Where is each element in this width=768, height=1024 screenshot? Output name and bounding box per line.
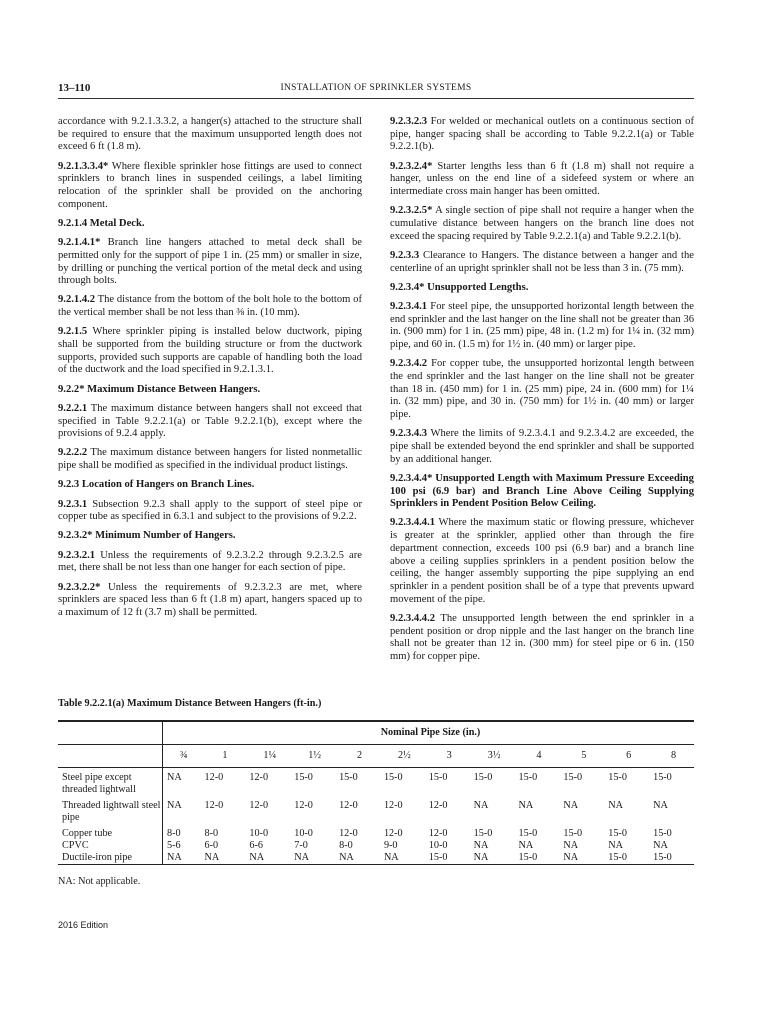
section-number: 9.2.3.4.4*: [390, 472, 433, 484]
paragraph: [58, 550, 362, 575]
table-row: [58, 796, 694, 824]
section-number: 9.2.1.4.2: [58, 294, 96, 306]
table-cell: NA: [201, 852, 246, 865]
pipe-size-cell: 4: [515, 745, 560, 768]
table-cell: NA: [518, 800, 534, 811]
section-number: 9.2.3.4.4.2: [390, 612, 436, 624]
table-cell: 12-0: [249, 800, 269, 811]
paragraph-text: Where flexible sprinkler hose fittings are used to connect sprinklers to branch lines in suspended ceilings, a label limiting relocation of the sprinkler shall be provided on the anchoring component.: [58, 160, 362, 210]
paragraph-text: A single section of pipe shall not require a hanger when the cumulative distance between hangers on the branch line does not exceed the spacing required by Table 9.2.2.1(a) and Table 9.2.2.1(b).: [390, 205, 694, 242]
nominal-pipe-size-header: Nominal Pipe Size (in.): [163, 721, 695, 745]
row-label: Threaded lightwall steel pipe: [58, 796, 163, 824]
table-cell: NA: [653, 800, 668, 811]
table-cell: NA: [167, 800, 182, 811]
table-cell: 7-0: [294, 840, 308, 851]
section-number: 9.2.3.4.1: [390, 300, 428, 312]
section-number: 9.2.3.2.5*: [390, 205, 433, 217]
section-number: 9.2.3.4.3: [390, 428, 428, 440]
running-title: INSTALLATION OF SPRINKLER SYSTEMS: [280, 83, 472, 93]
paragraph-text: The maximum distance between hangers for listed nonmetallic pipe shall be modified as specified in the individual product listings.: [58, 447, 362, 472]
paragraph-text: Where sprinkler piping is installed below ductwork, piping shall be supported from the building structure or from the ductwork supports, provided such supports are capable of handling both the load of the ductwork and the load specified in 9.2.1.3.1.: [58, 326, 362, 376]
section-number: 9.2.3.3: [390, 249, 420, 261]
row-label: Ductile-iron pipe: [58, 852, 163, 865]
pipe-size-cell: 5: [559, 745, 604, 768]
paragraph: [58, 116, 362, 154]
table-cell: 12-0: [383, 828, 403, 839]
table-cell: 12-0: [294, 800, 313, 811]
paragraph-text: Unsupported Length with Maximum Pressure Exceeding 100 psi (6.9 bar) and Branch Line Above Ceiling Supplying Sprinklers in Pendent Position Below Ceiling.: [390, 472, 694, 510]
table-caption: Table 9.2.2.1(a) Maximum Distance Between Hangers (ft-in.): [58, 698, 322, 709]
paragraph: [58, 582, 362, 620]
table-cell: NA: [245, 852, 290, 865]
paragraph: [58, 326, 362, 377]
table-cell: NA: [473, 800, 489, 811]
table-cell: 15-0: [428, 772, 448, 783]
section-number: 9.2.3.2.2*: [58, 581, 101, 593]
table-cell: 15-0: [473, 828, 493, 839]
pipe-size-cell: 2: [335, 745, 380, 768]
section-number: 9.2.1.5: [58, 326, 88, 338]
section-number: 9.2.1.4.1*: [58, 237, 101, 249]
table-cell: 10-0: [249, 828, 269, 839]
left-text-column: [58, 116, 362, 626]
section-number: 9.2.1.4: [58, 217, 88, 229]
section-number: 9.2.3.4.4.1: [390, 517, 436, 529]
table-cell: 12-0: [204, 772, 224, 783]
hanger-distance-table: [58, 720, 694, 865]
row-label: Steel pipe except threaded lightwall: [58, 768, 163, 797]
row-label: CPVC: [58, 840, 163, 852]
section-number: 9.2.2*: [58, 383, 85, 395]
table-cell: 10-0: [294, 828, 313, 839]
table-cell: NA: [167, 772, 182, 783]
paragraph: [390, 358, 694, 422]
paragraph-text: Starter lengths less than 6 ft (1.8 m) shall not require a hanger, unless on the end line of a sidefeed system or where an intermediate cross main hanger has been omitted.: [390, 160, 694, 198]
paragraph: [390, 428, 694, 466]
table-cell: NA: [518, 840, 534, 851]
pipe-size-cell: 1¼: [245, 745, 290, 768]
section-number: 9.2.3.1: [58, 498, 88, 510]
table-cell: 12-0: [339, 800, 358, 811]
paragraph: [390, 250, 694, 275]
paragraph-text: For welded or mechanical outlets on a continuous section of pipe, hanger spacing shall be according to Table 9.2.2.1(a) or Table 9.2.2.1(b).: [390, 116, 694, 153]
table-cell: 15-0: [518, 772, 538, 783]
paragraph-text: Subsection 9.2.3 shall apply to the support of steel pipe or copper tube as specified in 6.3.1 and subject to the provisions of 9.2.2.: [58, 498, 362, 523]
paragraph-text: Unless the requirements of 9.2.3.2.2 through 9.2.3.2.5 are met, there shall be not less than one hanger for each section of pipe.: [58, 549, 362, 574]
table-cell: NA: [473, 840, 489, 851]
paragraph-text: Minimum Number of Hangers.: [95, 530, 236, 542]
table-cell: 12-0: [339, 828, 358, 839]
page-number: 13–110: [58, 82, 91, 94]
table-cell: NA: [290, 852, 335, 865]
paragraph: [58, 218, 362, 231]
table-cell: 15-0: [608, 772, 627, 783]
table-cell: 15-0: [515, 852, 560, 865]
table-cell: 15-0: [604, 852, 649, 865]
table-row: [58, 768, 694, 797]
table-stub-size: [58, 745, 163, 768]
paragraph: [58, 161, 362, 212]
pipe-size-cell: 8: [649, 745, 694, 768]
table-body: [58, 768, 694, 865]
section-number: 9.2.3: [58, 479, 80, 491]
paragraph-text: Metal Deck.: [89, 217, 145, 229]
paragraph-text: The maximum distance between hangers shall not exceed that specified in Table 9.2.2.1(a) or Table 9.2.2.1(b), except where the provisions of 9.2.4 apply.: [58, 402, 362, 440]
table-cell: 15-0: [473, 772, 493, 783]
section-number: 9.2.3.2.4*: [390, 160, 433, 172]
table-cell: NA: [470, 852, 515, 865]
section-number: 9.2.3.4*: [390, 281, 425, 293]
pipe-size-cell: ¾: [163, 745, 201, 768]
table-cell: 8-0: [339, 840, 353, 851]
paragraph-text: Clearance to Hangers. The distance between a hanger and the centerline of an upright sprinkler shall not be less than 3 in. (75 mm).: [390, 249, 694, 274]
table-cell: 15-0: [608, 828, 627, 839]
paragraph: [390, 116, 694, 154]
paragraph-text: Maximum Distance Between Hangers.: [87, 383, 261, 395]
paragraph: [390, 473, 694, 511]
table-row: [58, 840, 694, 852]
pipe-size-cell: 2½: [380, 745, 425, 768]
paragraph-text: Location of Hangers on Branch Lines.: [81, 479, 255, 491]
table-cell: NA: [608, 840, 623, 851]
paragraph: [58, 499, 362, 524]
paragraph: [58, 479, 362, 492]
table-cell: 15-0: [339, 772, 358, 783]
table-cell: 15-0: [294, 772, 313, 783]
table-cell: 6-0: [204, 840, 219, 851]
table-cell: 15-0: [425, 852, 470, 865]
pipe-size-cell: 1½: [290, 745, 335, 768]
table-cell: NA: [608, 800, 623, 811]
section-number: 9.2.3.2.1: [58, 549, 96, 561]
section-number: 9.2.1.3.3.4*: [58, 160, 109, 172]
paragraph-text: The distance from the bottom of the bolt hole to the bottom of the vertical member shall be not less than ⅜ in. (10 mm).: [58, 294, 362, 319]
table-cell: NA: [335, 852, 380, 865]
table-cell: NA: [559, 852, 604, 865]
table-cell: 15-0: [518, 828, 538, 839]
paragraph: [390, 161, 694, 199]
table-row: [58, 824, 694, 840]
paragraph-text: Branch line hangers attached to metal deck shall be permitted only for the support of pipe 1 in. (25 mm) or smaller in size, by drilling or punching the vertical portion of the metal deck and using through bolts.: [58, 237, 362, 287]
table-cell: NA: [163, 852, 201, 865]
paragraph: [58, 294, 362, 319]
table-cell: 12-0: [204, 800, 224, 811]
table-cell: 8-0: [167, 828, 181, 839]
paragraph: [390, 282, 694, 295]
pipe-size-cell: 1: [201, 745, 246, 768]
table-cell: NA: [563, 800, 579, 811]
table-row: [58, 852, 694, 865]
paragraph-text: Unsupported Lengths.: [427, 281, 529, 293]
table-cell: NA: [380, 852, 425, 865]
table-cell: 8-0: [204, 828, 219, 839]
paragraph: [390, 205, 694, 243]
pipe-size-cell: 3½: [470, 745, 515, 768]
section-number: 9.2.2.2: [58, 447, 88, 459]
row-label: Copper tube: [58, 824, 163, 840]
section-number: 9.2.3.2.3: [390, 116, 428, 127]
table-cell: NA: [653, 840, 668, 851]
table-cell: 15-0: [653, 828, 672, 839]
table-cell: 12-0: [383, 800, 403, 811]
page-header: [58, 80, 694, 99]
table-cell: 15-0: [653, 772, 672, 783]
table-cell: NA: [563, 840, 579, 851]
paragraph: [390, 613, 694, 664]
paragraph: [58, 237, 362, 288]
right-text-column: [390, 116, 694, 670]
table-cell: 5-6: [167, 840, 181, 851]
paragraph: [58, 384, 362, 397]
paragraph: [58, 530, 362, 543]
table-cell: 12-0: [428, 800, 448, 811]
table-cell: 15-0: [563, 828, 583, 839]
table-cell: 15-0: [649, 852, 694, 865]
paragraph-text: Unless the requirements of 9.2.3.2.3 are met, where sprinklers are spaced less than 6 ft (1.8 m) apart, hangers spaced up to a maximum of 12 ft (3.7 m) shall be permitted.: [58, 581, 362, 618]
section-number: 9.2.2.1: [58, 402, 88, 414]
table-stub-header: [58, 721, 163, 745]
table-cell: 15-0: [563, 772, 583, 783]
pipe-size-row: [58, 745, 694, 768]
paragraph: [58, 403, 362, 441]
paragraph: [390, 517, 694, 606]
paragraph: [58, 447, 362, 472]
paragraph: [390, 301, 694, 352]
paragraph-text: Where the limits of 9.2.3.4.1 and 9.2.3.4.2 are exceeded, the pipe shall be extended beyond the end sprinkler and shall be supported by an additional hanger.: [390, 428, 694, 465]
section-number: 9.2.3.2*: [58, 530, 93, 542]
table-cell: 15-0: [383, 772, 403, 783]
pipe-size-cell: 6: [604, 745, 649, 768]
paragraph-text: The unsupported length between the end sprinkler in a pendent position or drop nipple and the last hanger on the branch line shall not be greater than 12 in. (300 mm) for steel pipe or 6 in. (150 mm) for copper pipe.: [390, 612, 694, 663]
edition-footer: 2016 Edition: [58, 920, 109, 930]
section-number: 9.2.3.4.2: [390, 358, 428, 370]
table-cell: 6-6: [249, 840, 263, 851]
paragraph-text: accordance with 9.2.1.3.3.2, a hanger(s) attached to the structure shall be required to ensure that the maximum unsupported length does not exceed 6 ft (1.8 m).: [58, 116, 362, 153]
paragraph-text: Where the maximum static or flowing pressure, whichever is greater at the sprinkler, applied other than through the fire department connection, exceeds 100 psi (6.9 bar) and a branch line above a ceiling supplies sprinklers in a pendent position below the ceiling, the hanger assembly supporting the pipe supplying an end sprinkler in a pendent position shall be of a type that prevents upward movement of the pipe.: [390, 517, 694, 605]
table-cell: 12-0: [249, 772, 269, 783]
paragraph-text: For copper tube, the unsupported horizontal length between the end sprinkler and the last hanger on the line shall not be greater than 18 in. (450 mm) for 1 in. (25 mm) pipe, 24 in. (600 mm) for 1¼ in. (32 mm) pipe, and 30 in. (750 mm) for 1½ in. (40 mm) or larger pipe.: [390, 358, 694, 421]
pipe-size-cell: 3: [425, 745, 470, 768]
table-cell: 10-0: [428, 840, 448, 851]
paragraph-text: For steel pipe, the unsupported horizontal length between the end sprinkler and the last hanger on the line shall not be greater than 36 in. (900 mm) for 1 in. (25 mm) pipe, 48 in. (1.2 m) for 1¼ in. (32 mm) pipe, and 60 in. (1.5 m) for 1½ in. (40 mm) or larger pipe.: [390, 300, 694, 351]
table-cell: 12-0: [428, 828, 448, 839]
table-cell: 9-0: [383, 840, 398, 851]
table-note: NA: Not applicable.: [58, 876, 141, 887]
